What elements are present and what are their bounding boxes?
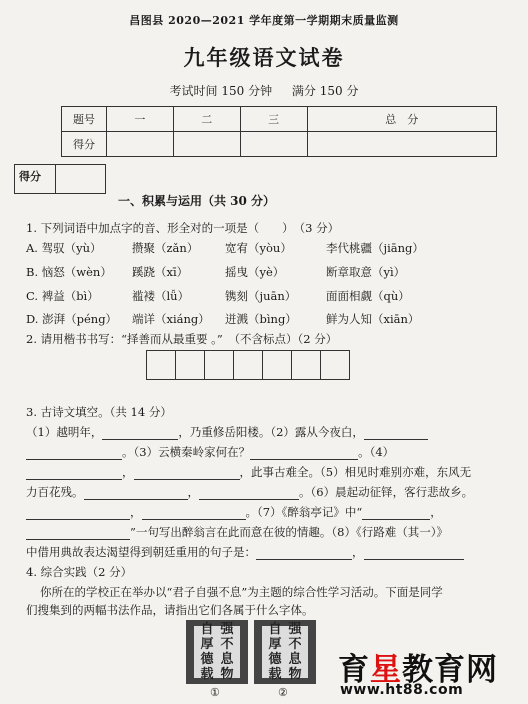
answer-blank[interactable] bbox=[26, 507, 130, 520]
section-score-divider bbox=[55, 165, 56, 193]
q1-option-a-1: A. 驾驭（yù） bbox=[26, 241, 102, 255]
q4-paragraph-1: 你所在的学校正在举办以“君子自强不息”为主题的综合性学习活动。下面是同学 bbox=[40, 585, 443, 599]
answer-blank[interactable] bbox=[142, 507, 246, 520]
score-cell-2[interactable] bbox=[173, 132, 240, 157]
q1-option-d-1: D. 澎湃（péng） bbox=[26, 312, 118, 326]
section-score-box bbox=[14, 164, 106, 194]
q4-paragraph-2: 们搜集到的两幅书法作品，请指出它们各属于什么字体。 bbox=[26, 603, 314, 617]
writing-grid-cell[interactable] bbox=[146, 350, 176, 380]
section-score-label: 得分 bbox=[19, 170, 41, 183]
writing-grid-cell[interactable] bbox=[175, 350, 205, 380]
q1-option-c-4: 面面相觑（qù） bbox=[326, 289, 410, 303]
score-table-score-row bbox=[62, 132, 497, 157]
watermark-logo: 育星教育网 bbox=[338, 652, 498, 688]
calligraphy-work-1-text: 自 强 厚 不 德 息 载 物 bbox=[194, 626, 240, 678]
question-1-stem: 1. 下列词语中加点字的音、形全对的一项是（ ） （3 分） bbox=[26, 221, 340, 235]
q3-line-4: 力百花残。 ， 。（6）晨起动征铎，客行悲故乡。 bbox=[26, 485, 474, 499]
q1-option-b-3: 摇曳（yè） bbox=[225, 265, 285, 279]
score-cell-3[interactable] bbox=[240, 132, 307, 157]
answer-blank[interactable] bbox=[26, 527, 130, 540]
writing-grid-cell[interactable] bbox=[262, 350, 292, 380]
answer-blank[interactable] bbox=[84, 487, 188, 500]
q1-option-d-4: 鲜为人知（xiān） bbox=[326, 312, 420, 326]
calligraphy-work-2-text: 自 强 厚 不 德 息 载 物 bbox=[262, 626, 308, 678]
q3-line-7: 中借用典故表达渴望得到朝廷重用的句子是： ， bbox=[26, 544, 464, 560]
col-2: 二 bbox=[173, 107, 240, 132]
row-label-number: 题号 bbox=[62, 107, 107, 132]
page-title: 九年级语文试卷 bbox=[183, 45, 345, 70]
answer-blank[interactable] bbox=[362, 507, 430, 520]
section-title: 一、积累与运用（共 30 分） bbox=[118, 194, 276, 208]
q3-line-3: ， ，此事古难全。（5）相见时难别亦难，东风无 bbox=[26, 464, 471, 480]
q1-option-a-3: 宽宥（yòu） bbox=[225, 241, 292, 255]
score-cell-1[interactable] bbox=[107, 132, 174, 157]
answer-blank[interactable] bbox=[364, 547, 464, 560]
answer-blank[interactable] bbox=[256, 547, 352, 560]
q3-line-6: ”一句写出醉翁言在此而意在彼的情趣。（8）《行路难（其一）》 bbox=[26, 524, 448, 540]
exam-score: 满分 150 分 bbox=[291, 84, 359, 98]
exam-info bbox=[0, 82, 528, 99]
answer-blank[interactable] bbox=[26, 467, 122, 480]
col-total: 总 分 bbox=[307, 107, 496, 132]
calligraphy-label-2: ② bbox=[278, 686, 288, 699]
calligraphy-work-2 bbox=[254, 620, 316, 684]
writing-grid bbox=[146, 350, 349, 380]
calligraphy-work-1 bbox=[186, 620, 248, 684]
question-2-stem: 2. 请用楷书书写：“择善而从最重要 。” （不含标点）（2 分） bbox=[26, 332, 338, 346]
calligraphy-label-1: ① bbox=[210, 686, 220, 699]
q1-option-c-3: 镌刻（juān） bbox=[225, 289, 297, 303]
answer-blank[interactable] bbox=[134, 467, 240, 480]
answer-blank[interactable] bbox=[250, 447, 358, 460]
watermark-url: www.ht88.com bbox=[340, 682, 464, 698]
q1-option-c-2: 褴褛（lǚ） bbox=[132, 289, 190, 303]
answer-blank[interactable] bbox=[199, 487, 299, 500]
q1-option-b-4: 断章取意（yì） bbox=[326, 265, 406, 279]
score-table bbox=[61, 106, 497, 157]
q1-option-c-1: C. 裨益（bì） bbox=[26, 289, 99, 303]
q1-option-d-3: 迸溅（bìng） bbox=[225, 312, 297, 326]
exam-time: 考试时间 150 分钟 bbox=[169, 84, 273, 98]
q3-line-5: ， 。（7）《醉翁亭记》中“ ， bbox=[26, 504, 442, 520]
q3-line-2: 。（3）云横秦岭家何在？ 。（4） bbox=[26, 444, 394, 460]
writing-grid-cell[interactable] bbox=[291, 350, 321, 380]
q1-option-a-4: 李代桃疆（jiāng） bbox=[326, 241, 424, 255]
q1-option-b-2: 蹊跷（xī） bbox=[132, 265, 189, 279]
col-1: 一 bbox=[107, 107, 174, 132]
writing-grid-cell[interactable] bbox=[320, 350, 350, 380]
answer-blank[interactable] bbox=[26, 447, 122, 460]
q3-line-1: （1）越明年， ，乃重修岳阳楼。（2）露从今夜白， bbox=[26, 424, 428, 440]
score-table-header-row bbox=[62, 107, 497, 132]
score-cell-total[interactable] bbox=[307, 132, 496, 157]
writing-grid-cell[interactable] bbox=[204, 350, 234, 380]
col-3: 三 bbox=[240, 107, 307, 132]
exam-header: 昌图县 2020—2021 学年度第一学期期末质量监测 bbox=[129, 14, 399, 27]
writing-grid-cell[interactable] bbox=[233, 350, 263, 380]
q1-option-d-2: 端详（xiáng） bbox=[132, 312, 210, 326]
answer-blank[interactable] bbox=[364, 427, 428, 440]
q1-option-a-2: 攒聚（zǎn） bbox=[132, 241, 199, 255]
q1-option-b-1: B. 恼怒（wèn） bbox=[26, 265, 112, 279]
question-3-stem: 3. 古诗文填空。（共 14 分） bbox=[26, 405, 172, 419]
answer-blank[interactable] bbox=[102, 427, 178, 440]
row-label-score: 得分 bbox=[62, 132, 107, 157]
question-4-stem: 4. 综合实践（2 分） bbox=[26, 565, 133, 579]
